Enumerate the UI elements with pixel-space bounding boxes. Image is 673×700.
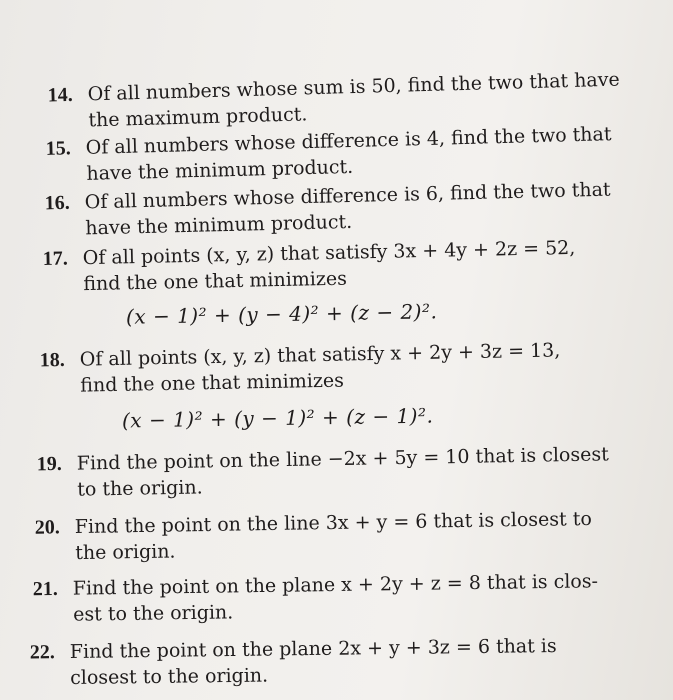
- problem-text-line: Of all points (x, y, z) that satisfy 3x + 4y + 2z = 52,: [82, 236, 576, 270]
- problem-text-line: the origin.: [75, 540, 176, 565]
- problem-number: 22.: [29, 641, 55, 664]
- problem-20: [34, 506, 593, 566]
- problem-text-line: Find the point on the line −2x + 5y = 10 that is closest: [76, 443, 609, 475]
- problem-text-line: Of all points (x, y, z) that satisfy x + 2y + 3z = 13,: [79, 339, 561, 371]
- problem-number: 17.: [42, 247, 69, 270]
- problem-text-line: the maximum product.: [88, 103, 308, 132]
- problem-text-line: to the origin.: [77, 476, 203, 501]
- problem-text-line: find the one that minimizes: [83, 267, 348, 296]
- problem-17: [42, 235, 577, 297]
- problem-text-line: closest to the origin.: [70, 664, 269, 689]
- problem-text-line: Of all numbers whose difference is 6, find the two that: [84, 178, 611, 214]
- problem-text-line: est to the origin.: [73, 601, 234, 626]
- problem-22: [29, 633, 557, 691]
- problem-number: 18.: [39, 348, 66, 372]
- problem-number: 20.: [34, 516, 61, 539]
- problem-19: [36, 441, 610, 502]
- problem-18: [39, 337, 561, 398]
- problem-text-line: Of all numbers whose sum is 50, find the two that have: [87, 68, 620, 106]
- equation-17: (x − 1)² + (y − 4)² + (z − 2)².: [125, 299, 438, 329]
- problem-text-line: Find the point on the plane 2x + y + 3z = 6 that is: [69, 635, 557, 663]
- problem-16: [44, 177, 611, 242]
- problem-text-line: Of all numbers whose difference is 4, find the two that: [85, 123, 612, 159]
- equation-18: (x − 1)² + (y − 1)² + (z − 1)².: [121, 403, 434, 433]
- problem-number: 16.: [44, 191, 71, 215]
- problem-text-line: have the minimum product.: [86, 155, 354, 185]
- problem-21: [32, 568, 599, 627]
- problem-number: 19.: [36, 452, 63, 476]
- problem-number: 14.: [47, 83, 74, 107]
- problem-text-line: have the minimum product.: [85, 210, 353, 240]
- problem-number: 15.: [45, 137, 72, 160]
- problem-text-line: Find the point on the line 3x + y = 6 that is closest to: [74, 507, 592, 539]
- problem-text-line: find the one that minimizes: [80, 369, 345, 397]
- problem-text-line: Find the point on the plane x + 2y + z = 8 that is clos-: [72, 570, 599, 600]
- problem-number: 21.: [32, 577, 58, 601]
